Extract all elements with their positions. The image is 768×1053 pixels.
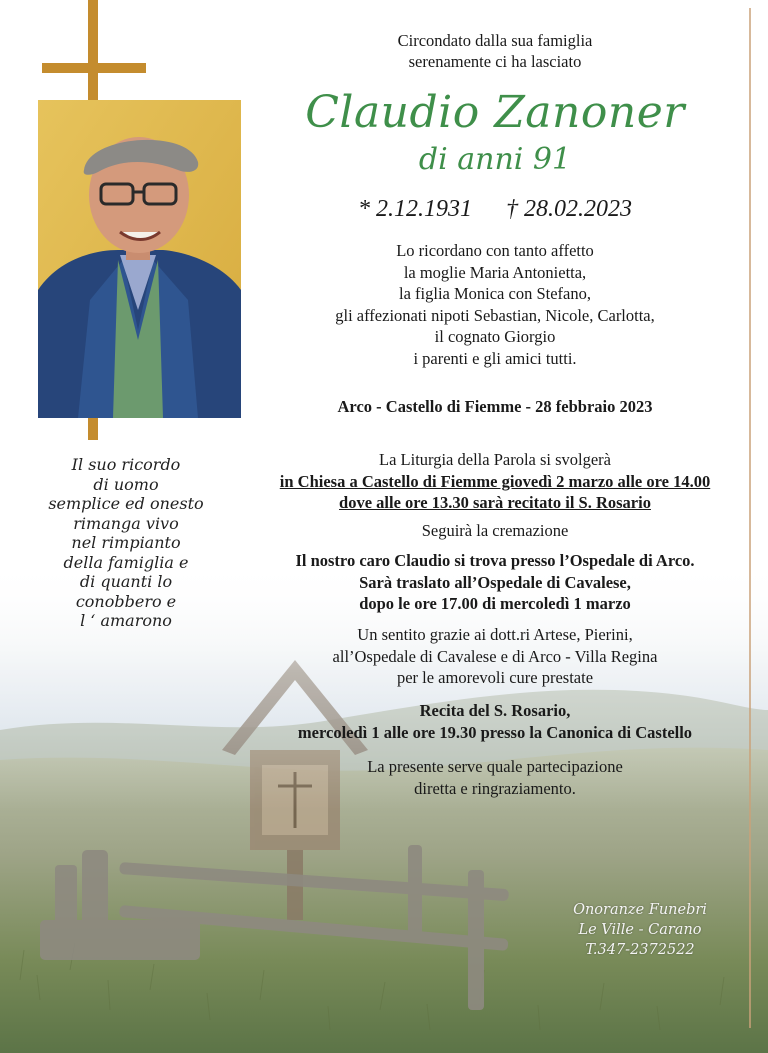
life-dates [250, 193, 740, 225]
thanks-line: per le amorevoli cure prestate [396, 668, 594, 687]
intro-line: serenamente ci ha lasciato [408, 52, 582, 71]
verse-line: semplice ed onesto [48, 494, 204, 513]
relatives-line: la figlia Monica con Stefano, [399, 284, 591, 303]
remembrance-verse [20, 455, 232, 631]
relatives-list [250, 240, 740, 369]
thanks-note [250, 624, 740, 689]
liturgy-rosary-line: dove alle ore 13.30 sarà recitato il S. Rosario [339, 493, 651, 512]
verse-line: rimanga vivo [73, 513, 179, 533]
hospital-line: Il nostro caro Claudio si trova presso l’Ospedale di Arco. [295, 551, 695, 570]
liturgy-line: La Liturgia della Parola si svolgerà [379, 450, 611, 469]
intro-text [250, 30, 740, 72]
hospital-info [250, 550, 740, 615]
intro-line: Circondato dalla sua famiglia [397, 31, 593, 50]
hospital-line: Sarà traslato all’Ospedale di Cavalese, [359, 572, 631, 592]
deceased-name: Claudio Zanoner [305, 87, 685, 138]
verse-line: di uomo [93, 474, 159, 494]
relatives-line: Lo ricordano con tanto affetto [396, 241, 594, 260]
place-and-date: Arco - Castello di Fiemme - 28 febbraio 2023 [337, 397, 653, 416]
deceased-age: di anni 91 [418, 142, 572, 177]
relatives-line: il cognato Giorgio [434, 327, 556, 346]
rosary-info [250, 700, 740, 743]
closing-note [250, 756, 740, 799]
rosary-line: mercoledì 1 alle ore 19.30 presso la Canonica di Castello [297, 722, 693, 742]
liturgy-info [250, 449, 740, 514]
verse-line: conobbero e [75, 591, 177, 611]
liturgy-church-line: in Chiesa a Castello di Fiemme giovedì 2 marzo alle ore 14.00 [279, 471, 711, 491]
relatives-line: i parenti e gli amici tutti. [413, 348, 577, 368]
funeral-home-phone: T.347-2372522 [585, 942, 695, 958]
birth-date: * 2.12.1931 [358, 196, 472, 222]
verse-line: della famiglia e [63, 552, 189, 572]
rosary-line: Recita del S. Rosario, [419, 701, 571, 720]
funeral-home-name: Onoranze Funebri [573, 902, 707, 918]
verse-line: nel rimpianto [71, 533, 181, 552]
funeral-home-signature [545, 900, 735, 960]
death-date: † 28.02.2023 [506, 196, 632, 222]
closing-line: diretta e ringraziamento. [414, 778, 576, 798]
thanks-line: Un sentito grazie ai dott.ri Artese, Pierini, [357, 625, 633, 644]
cross-horizontal-bar [42, 63, 146, 73]
relatives-line: la moglie Maria Antonietta, [403, 262, 587, 282]
verse-line: di quanti lo [79, 572, 173, 591]
verse-line: l ‘ amarono [80, 611, 172, 630]
portrait-photo [38, 100, 241, 418]
hospital-line: dopo le ore 17.00 di mercoledì 1 marzo [359, 594, 631, 613]
funeral-home-location: Le Ville - Carano [578, 922, 702, 938]
thanks-line: all’Ospedale di Cavalese e di Arco - Villa Regina [332, 646, 658, 666]
relatives-line: gli affezionati nipoti Sebastian, Nicole, Carlotta, [335, 305, 655, 325]
page-edge-rule [749, 8, 751, 1028]
verse-line: Il suo ricordo [71, 455, 181, 474]
cremation-note: Seguirà la cremazione [421, 521, 569, 540]
closing-line: La presente serve quale partecipazione [367, 757, 623, 776]
